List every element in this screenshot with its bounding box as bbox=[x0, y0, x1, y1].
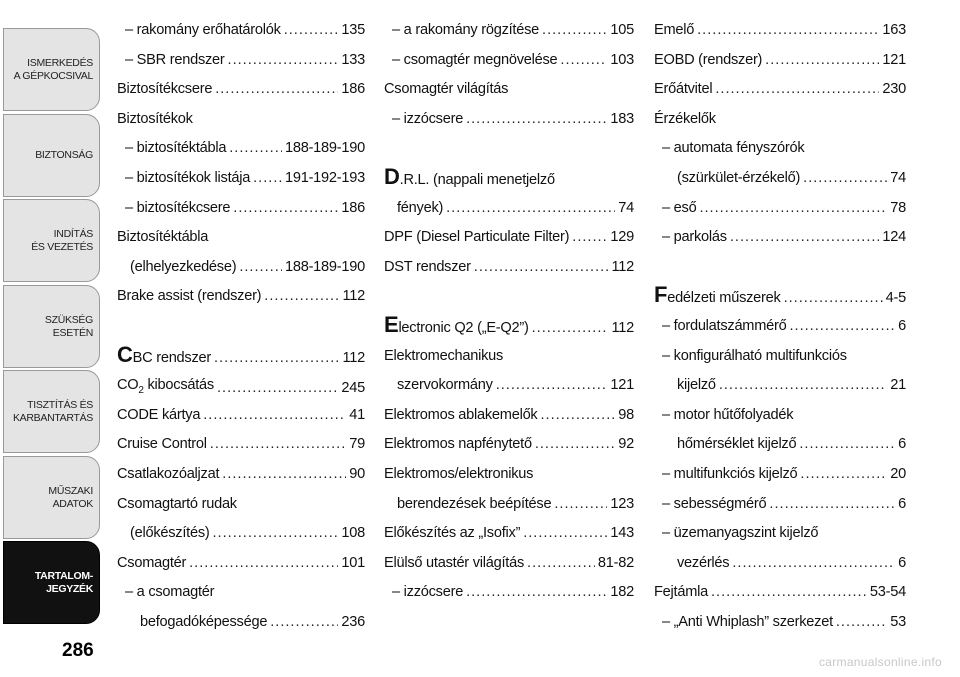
index-entry-label bbox=[130, 259, 236, 275]
leader-dots bbox=[799, 436, 895, 452]
page-reference: 163 bbox=[882, 22, 906, 38]
index-entry bbox=[662, 466, 906, 482]
index-entry bbox=[384, 259, 634, 275]
index-entry bbox=[117, 407, 365, 423]
index-entry bbox=[117, 341, 365, 367]
entry-text: – „Anti Whiplash” szerkezet bbox=[662, 614, 833, 630]
entry-text: fények) bbox=[397, 199, 444, 216]
page-reference: 105 bbox=[610, 22, 634, 38]
entry-text: Csomagtér bbox=[117, 554, 187, 571]
index-entry bbox=[392, 52, 634, 68]
leader-dots bbox=[523, 525, 607, 541]
page-reference: 121 bbox=[610, 377, 634, 394]
entry-text: Fejtámla bbox=[654, 584, 708, 601]
index-entry-label bbox=[384, 436, 532, 452]
index-entry-label bbox=[662, 318, 786, 334]
leader-dots bbox=[189, 555, 338, 571]
index-entry bbox=[117, 555, 365, 571]
index-entry bbox=[117, 377, 365, 396]
page-reference: 188-189-190 bbox=[284, 140, 365, 157]
page-reference: 191-192-193 bbox=[284, 170, 365, 186]
tab-label: TISZTÍTÁS ÉS KARBANTARTÁS bbox=[12, 398, 93, 424]
index-entry bbox=[117, 81, 365, 97]
leader-dots bbox=[803, 170, 887, 186]
index-entry bbox=[125, 22, 365, 38]
page-reference: 92 bbox=[618, 436, 634, 453]
entry-text: DPF (Diesel Particulate Filter) bbox=[384, 229, 570, 246]
index-entry bbox=[392, 111, 634, 127]
index-entry bbox=[117, 436, 365, 452]
leader-dots bbox=[496, 377, 608, 393]
leader-dots bbox=[532, 320, 609, 336]
leader-dots bbox=[699, 200, 887, 216]
index-entry-label bbox=[384, 555, 524, 571]
leader-dots bbox=[540, 407, 615, 423]
entry-text: – üzemanyagszint kijelző bbox=[662, 525, 819, 542]
page-reference: 79 bbox=[349, 436, 365, 453]
page-reference: 230 bbox=[882, 81, 906, 98]
entry-text: .R.L. (nappali menetjelző bbox=[399, 172, 555, 188]
page-reference: 90 bbox=[349, 466, 365, 482]
leader-dots bbox=[836, 614, 887, 630]
leader-dots bbox=[210, 436, 346, 452]
page-reference: 101 bbox=[341, 554, 365, 571]
entry-text: Erőátvitel bbox=[654, 81, 713, 98]
page-reference: 121 bbox=[882, 51, 906, 68]
page-reference: 4-5 bbox=[885, 290, 906, 307]
leader-dots bbox=[769, 496, 895, 512]
index-entry bbox=[662, 140, 906, 156]
entry-text: CODE kártya bbox=[117, 406, 201, 423]
index-entry-label bbox=[125, 22, 281, 38]
entry-text: Elülső utastér világítás bbox=[384, 554, 525, 571]
leader-dots bbox=[697, 22, 879, 38]
entry-text: Elektromechanikus bbox=[384, 347, 504, 364]
entry-text: – biztosítékcsere bbox=[125, 199, 231, 216]
entry-text: – parkolás bbox=[662, 229, 727, 246]
leader-dots bbox=[284, 22, 339, 38]
index-entry bbox=[125, 200, 365, 216]
index-entry-label bbox=[117, 229, 208, 245]
index-entry bbox=[662, 200, 906, 216]
entry-text: – izzócsere bbox=[392, 584, 464, 601]
index-entry bbox=[662, 348, 906, 364]
index-entry-label bbox=[117, 81, 212, 97]
entry-text: DST rendszer bbox=[384, 258, 471, 275]
tab-label: ISMERKEDÉS A GÉPKOCSIVAL bbox=[13, 56, 93, 82]
entry-text: Elektromos ablakemelők bbox=[384, 406, 538, 423]
index-entry-label bbox=[662, 525, 818, 541]
index-entry-label bbox=[384, 81, 508, 97]
tab-label: TARTALOM- JEGYZÉK bbox=[34, 569, 93, 595]
index-entry bbox=[384, 312, 634, 337]
page-reference: 112 bbox=[611, 258, 634, 275]
index-entry-label bbox=[117, 407, 200, 423]
index-entry-label bbox=[392, 111, 463, 127]
index-entry-label bbox=[392, 22, 539, 38]
entry-text: szervokormány bbox=[397, 377, 493, 394]
entry-text: EOBD (rendszer) bbox=[654, 51, 763, 68]
entry-text: befogadóképessége bbox=[140, 614, 268, 630]
index-entry bbox=[384, 348, 634, 364]
index-entry-label bbox=[140, 614, 267, 630]
entry-text: – motor hűtőfolyadék bbox=[662, 406, 794, 423]
entry-text: hőmérséklet kijelző bbox=[677, 436, 797, 453]
page-reference: 112 bbox=[611, 320, 634, 336]
leader-dots bbox=[239, 259, 282, 275]
index-entry-label bbox=[125, 584, 214, 600]
index-entry bbox=[392, 584, 634, 600]
index-entry bbox=[384, 525, 634, 541]
leader-dots bbox=[715, 81, 879, 97]
tab-label: INDÍTÁS ÉS VEZETÉS bbox=[31, 227, 93, 253]
index-entry bbox=[117, 288, 365, 304]
page-reference: 20 bbox=[890, 466, 906, 482]
index-entry-label bbox=[392, 584, 463, 600]
index-entry-label bbox=[677, 377, 716, 393]
page-reference: 53-54 bbox=[869, 584, 906, 601]
leader-dots bbox=[222, 466, 346, 482]
index-entry-label bbox=[662, 200, 696, 216]
page-reference: 186 bbox=[341, 199, 365, 216]
leader-dots bbox=[233, 200, 338, 216]
page-reference: 236 bbox=[341, 614, 365, 630]
index-entry bbox=[384, 164, 634, 189]
entry-text: Biztosítéktábla bbox=[117, 229, 209, 246]
index-entry bbox=[654, 111, 906, 127]
tab-biztonsag[interactable] bbox=[3, 114, 100, 197]
section-initial: C bbox=[117, 341, 133, 367]
leader-dots bbox=[535, 436, 615, 452]
leader-dots bbox=[253, 170, 282, 186]
index-entry-label bbox=[397, 496, 551, 512]
index-entry bbox=[384, 407, 634, 423]
entry-text: Biztosítékcsere bbox=[117, 81, 213, 98]
page-reference: 6 bbox=[898, 318, 906, 334]
index-entry-label bbox=[125, 140, 226, 156]
tab-label: MŰSZAKI ADATOK bbox=[48, 484, 93, 510]
index-entry bbox=[662, 525, 906, 541]
leader-dots bbox=[789, 318, 895, 334]
index-entry bbox=[662, 496, 906, 512]
page-reference: 129 bbox=[610, 229, 634, 246]
leader-dots bbox=[474, 259, 609, 275]
leader-dots bbox=[554, 496, 607, 512]
leader-dots bbox=[270, 614, 338, 630]
tab-muszaki[interactable] bbox=[3, 456, 100, 539]
index-entry bbox=[677, 170, 906, 186]
index-entry-label bbox=[662, 140, 804, 156]
index-entry-label bbox=[125, 170, 250, 186]
leader-dots bbox=[784, 290, 883, 306]
page-reference: 123 bbox=[610, 495, 634, 512]
leader-dots bbox=[730, 229, 880, 245]
entry-text: – automata fényszórók bbox=[662, 140, 805, 157]
page-reference: 133 bbox=[341, 51, 365, 68]
index-entry bbox=[117, 466, 365, 482]
index-entry bbox=[677, 555, 906, 571]
leader-dots bbox=[800, 466, 887, 482]
index-entry bbox=[662, 318, 906, 334]
tab-label: BIZTONSÁG bbox=[35, 149, 93, 161]
index-entry bbox=[384, 555, 634, 571]
tab-inditas[interactable] bbox=[3, 199, 100, 282]
leader-dots bbox=[527, 555, 595, 571]
leader-dots bbox=[229, 140, 282, 156]
index-entry-label bbox=[397, 377, 493, 393]
index-entry-label bbox=[654, 81, 712, 97]
index-entry-label bbox=[125, 52, 225, 68]
page-reference: 143 bbox=[610, 525, 634, 542]
index-entry-label bbox=[384, 312, 529, 337]
page-reference: 6 bbox=[898, 495, 906, 512]
leader-dots bbox=[560, 52, 607, 68]
leader-dots bbox=[214, 350, 339, 366]
leader-dots bbox=[203, 407, 346, 423]
index-entry-label bbox=[677, 555, 729, 571]
index-entry bbox=[125, 170, 365, 186]
page-reference: 6 bbox=[898, 554, 906, 571]
index-entry bbox=[654, 81, 906, 97]
index-entry-label bbox=[117, 377, 214, 396]
entry-text: – konfigurálható multifunkciós bbox=[662, 347, 847, 364]
page-reference: 112 bbox=[342, 288, 365, 305]
index-entry bbox=[392, 22, 634, 38]
entry-text: Emelő bbox=[654, 22, 695, 38]
index-entry-label bbox=[392, 52, 557, 68]
entry-text: Cruise Control bbox=[117, 436, 207, 453]
index-entry bbox=[384, 81, 634, 97]
entry-text: BC rendszer bbox=[132, 349, 211, 366]
page-reference: 81-82 bbox=[597, 554, 634, 571]
leader-dots bbox=[217, 380, 338, 396]
index-entry-label bbox=[384, 164, 555, 189]
leader-dots bbox=[264, 288, 339, 304]
index-entry-label bbox=[662, 229, 727, 245]
entry-text: – csomagtér megnövelése bbox=[392, 51, 558, 68]
index-entry-label bbox=[384, 348, 503, 364]
section-initial: F bbox=[654, 282, 668, 308]
page-reference: 183 bbox=[610, 110, 634, 127]
page-number: 286 bbox=[62, 640, 94, 661]
leader-dots bbox=[466, 584, 607, 600]
index-entry-label bbox=[397, 200, 443, 216]
index-entry bbox=[125, 52, 365, 68]
index-entry-label bbox=[130, 525, 209, 541]
entry-text: (szürkület-érzékelő) bbox=[677, 170, 801, 186]
index-entry bbox=[384, 436, 634, 452]
leader-dots bbox=[711, 584, 867, 600]
leader-dots bbox=[765, 52, 879, 68]
index-entry-label bbox=[117, 341, 211, 367]
page-reference: 103 bbox=[610, 51, 634, 68]
entry-text: – SBR rendszer bbox=[125, 51, 225, 68]
index-entry bbox=[654, 22, 906, 38]
entry-text: – a rakomány rögzítése bbox=[392, 22, 540, 38]
tab-szukseg[interactable] bbox=[3, 285, 100, 368]
index-entry bbox=[662, 614, 906, 630]
entry-text: – sebességmérő bbox=[662, 495, 767, 512]
page-reference: 108 bbox=[341, 525, 365, 542]
index-entry-label bbox=[654, 584, 708, 600]
leader-dots bbox=[719, 377, 887, 393]
page-reference: 245 bbox=[341, 380, 365, 397]
entry-text: Elektromos napfénytető bbox=[384, 436, 532, 453]
entry-text: vezérlés bbox=[677, 554, 730, 571]
page-reference: 6 bbox=[898, 436, 906, 453]
index-entry bbox=[130, 525, 365, 541]
index-entry-label bbox=[125, 200, 230, 216]
index-entry-label bbox=[662, 466, 797, 482]
index-entry bbox=[654, 52, 906, 68]
entry-text: Előkészítés az „Isofix” bbox=[384, 525, 521, 542]
page-reference: 74 bbox=[618, 199, 634, 216]
index-entry bbox=[397, 496, 634, 512]
index-entry bbox=[384, 229, 634, 245]
entry-text: Brake assist (rendszer) bbox=[117, 288, 262, 305]
leader-dots bbox=[732, 555, 895, 571]
section-initial: D bbox=[384, 164, 400, 189]
entry-text: (elhelyezkedése) bbox=[130, 258, 237, 275]
index-entry-label bbox=[117, 288, 261, 304]
page-reference: 98 bbox=[618, 406, 634, 423]
entry-text: – izzócsere bbox=[392, 110, 464, 127]
page-reference: 41 bbox=[349, 406, 365, 423]
index-entry bbox=[130, 259, 365, 275]
entry-text: – fordulatszámmérő bbox=[662, 318, 787, 334]
index-entry bbox=[662, 407, 906, 423]
page-reference: 78 bbox=[890, 199, 906, 216]
entry-text: kijelző bbox=[677, 377, 716, 394]
page-reference: 21 bbox=[890, 377, 906, 394]
section-initial: E bbox=[384, 312, 399, 337]
index-entry-label bbox=[677, 436, 796, 452]
entry-text: Csomagtartó rudak bbox=[117, 495, 237, 512]
index-entry-label bbox=[384, 466, 533, 482]
index-entry bbox=[654, 282, 906, 308]
entry-text: – biztosítéktábla bbox=[125, 140, 227, 157]
index-entry bbox=[117, 229, 365, 245]
index-entry-label bbox=[677, 170, 800, 186]
index-entry-label bbox=[117, 555, 186, 571]
index-entry-label bbox=[384, 407, 537, 423]
page-reference: 182 bbox=[610, 584, 634, 601]
index-entry-label bbox=[117, 436, 207, 452]
index-entry-label bbox=[384, 525, 520, 541]
page-reference: 74 bbox=[890, 170, 906, 186]
index-entry-label bbox=[654, 111, 716, 127]
entry-text: – eső bbox=[662, 199, 697, 216]
tab-ismerkedes[interactable] bbox=[3, 28, 100, 111]
entry-text: – rakomány erőhatárolók bbox=[125, 22, 281, 38]
index-entry bbox=[397, 377, 634, 393]
entry-text: edélzeti műszerek bbox=[667, 290, 781, 307]
index-entry-label bbox=[662, 348, 847, 364]
index-entry-label bbox=[117, 111, 193, 127]
index-entry bbox=[662, 229, 906, 245]
page-reference: 112 bbox=[342, 349, 365, 366]
index-entry bbox=[117, 111, 365, 127]
index-entry-label bbox=[662, 614, 833, 630]
index-entry bbox=[677, 436, 906, 452]
index-entry bbox=[677, 377, 906, 393]
leader-dots bbox=[446, 200, 615, 216]
tab-tisztitas[interactable] bbox=[3, 370, 100, 453]
index-entry-label bbox=[654, 282, 781, 308]
page-reference: 135 bbox=[341, 22, 365, 38]
index-entry-label bbox=[384, 229, 569, 245]
leader-dots bbox=[572, 229, 607, 245]
page-reference: 188-189-190 bbox=[284, 258, 365, 275]
entry-text: Csatlakozóaljzat bbox=[117, 466, 220, 482]
tab-label: SZÜKSÉG ESETÉN bbox=[44, 313, 93, 339]
entry-text: – multifunkciós kijelző bbox=[662, 466, 798, 482]
index-entry-label bbox=[662, 496, 766, 512]
entry-text: Érzékelők bbox=[654, 110, 716, 127]
leader-dots bbox=[466, 111, 607, 127]
page-reference: 186 bbox=[341, 81, 365, 98]
index-entry bbox=[117, 496, 365, 512]
index-entry bbox=[384, 466, 634, 482]
leader-dots bbox=[215, 81, 338, 97]
entry-text: (előkészítés) bbox=[130, 525, 210, 542]
index-entry bbox=[654, 584, 906, 600]
index-entry-label bbox=[654, 22, 694, 38]
index-entry-label bbox=[662, 407, 793, 423]
leader-dots bbox=[542, 22, 607, 38]
index-entry-label bbox=[117, 466, 219, 482]
entry-text: Biztosítékok bbox=[117, 110, 193, 127]
leader-dots bbox=[228, 52, 339, 68]
page-reference: 124 bbox=[882, 229, 906, 246]
index-entry bbox=[397, 200, 634, 216]
entry-text: – a csomagtér bbox=[125, 584, 215, 601]
index-entry-label bbox=[117, 496, 237, 512]
footer-watermark: carmanualsonline.info bbox=[818, 655, 942, 669]
entry-text: Csomagtér világítás bbox=[384, 81, 509, 98]
index-entry-label bbox=[654, 52, 762, 68]
entry-text: Elektromos/elektronikus bbox=[384, 466, 534, 482]
entry-text: lectronic Q2 („E-Q2”) bbox=[398, 320, 529, 336]
index-entry-label bbox=[384, 259, 471, 275]
index-entry bbox=[125, 584, 365, 600]
leader-dots bbox=[212, 525, 338, 541]
index-entry bbox=[140, 614, 365, 630]
entry-text: berendezések beépítése bbox=[397, 495, 552, 512]
entry-text: $CO_2$ kibocsátás bbox=[117, 377, 214, 397]
tab-tartalomjegyzek[interactable] bbox=[3, 541, 100, 624]
page-reference: 53 bbox=[890, 614, 906, 630]
index-entry bbox=[125, 140, 365, 156]
entry-text: – biztosítékok listája bbox=[125, 170, 251, 186]
